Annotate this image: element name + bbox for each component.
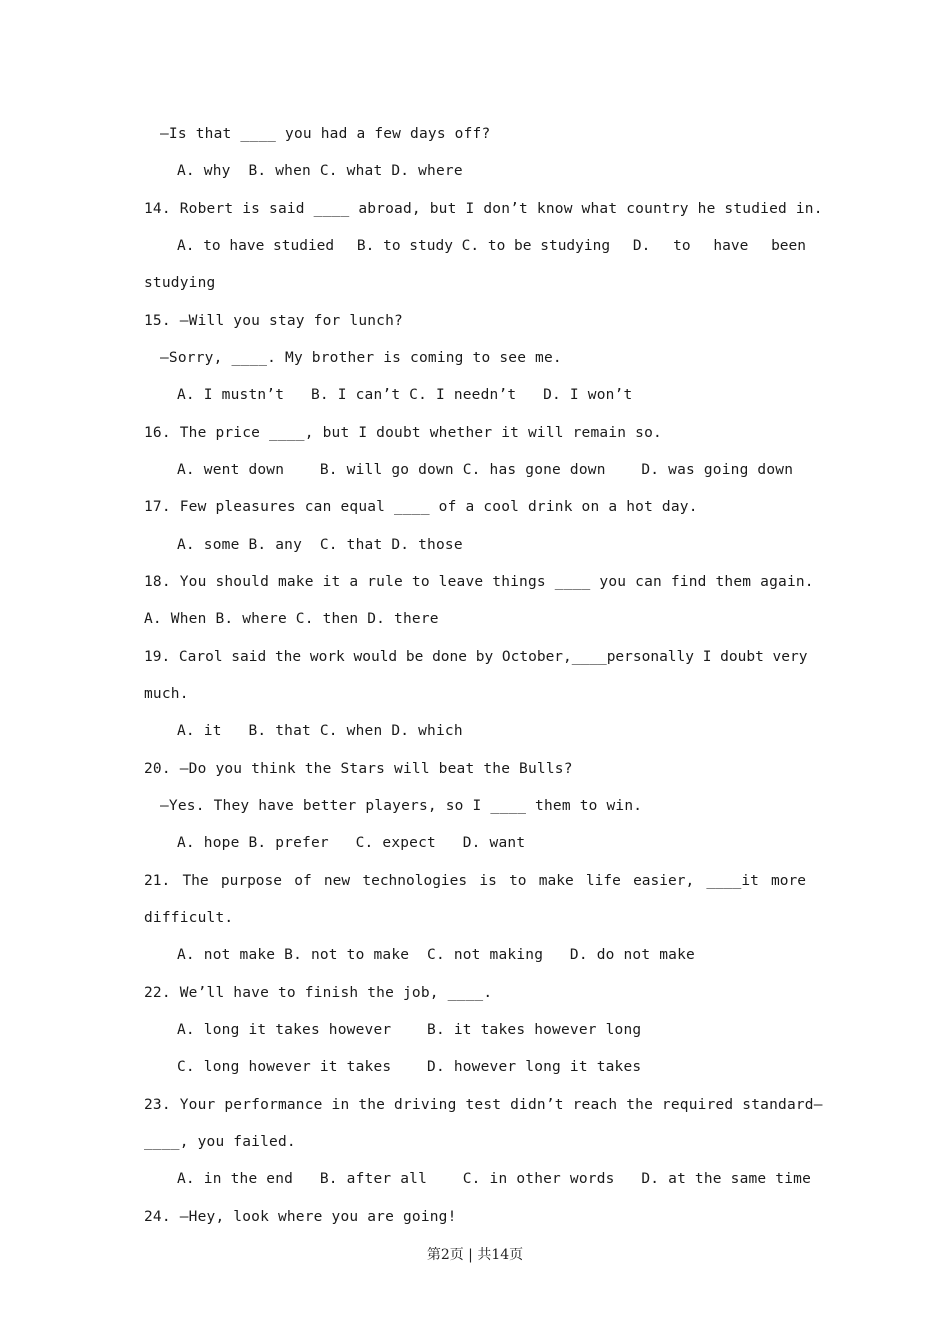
answer-options: A. it B. that C. when D. which <box>177 723 463 739</box>
word: 21. <box>144 873 171 889</box>
question-18: 18. You should make it a rule to leave things ____ you can find them again. <box>144 574 814 590</box>
text-line: —Sorry, ____. My brother is coming to see me. <box>160 350 562 366</box>
question-23: 23. Your performance in the driving test didn’t reach the required standard— <box>144 1097 823 1113</box>
question-14: 14. Robert is said ____ abroad, but I don’t know what country he studied in. <box>144 201 823 217</box>
word: new <box>323 873 351 889</box>
text-segment: ____ <box>571 649 607 665</box>
text-line: ____, you failed. <box>144 1134 296 1150</box>
text-line: much. <box>144 686 189 702</box>
answer-options: A. I mustn’t B. I can’t C. I needn’t D. I won’t <box>177 387 633 403</box>
question-15: 15. —Will you stay for lunch? <box>144 313 403 329</box>
word: easier, <box>633 873 695 889</box>
question-17: 17. Few pleasures can equal ____ of a cool drink on a hot day. <box>144 499 698 515</box>
option-text: A. to have studied <box>177 238 335 254</box>
page-footer: 第2页 | 共14页 <box>426 1247 524 1263</box>
text-line: —Is that ____ you had a few days off? <box>160 126 491 142</box>
word: purpose <box>220 873 282 889</box>
option-text: D. <box>632 238 651 254</box>
answer-options: A. long it takes however B. it takes however long <box>177 1022 642 1038</box>
question-21 <box>144 872 806 890</box>
question-24: 24. —Hey, look where you are going! <box>144 1209 457 1225</box>
answer-options <box>177 237 806 255</box>
question-16: 16. The price ____, but I doubt whether it will remain so. <box>144 425 662 441</box>
question-22: 22. We’ll have to finish the job, ____. <box>144 985 493 1001</box>
text-line: difficult. <box>144 910 234 926</box>
answer-options: A. When B. where C. then D. there <box>144 611 439 627</box>
word: technologies <box>362 873 468 889</box>
answer-options: A. hope B. prefer C. expect D. want <box>177 835 526 851</box>
word: life <box>585 873 621 889</box>
word: make <box>538 873 574 889</box>
word: is <box>479 873 497 889</box>
question-20: 20. —Do you think the Stars will beat the Bulls? <box>144 761 573 777</box>
word: of <box>294 873 312 889</box>
question-19 <box>144 648 806 666</box>
answer-options: A. some B. any C. that D. those <box>177 537 463 553</box>
answer-options: A. why B. when C. what D. where <box>177 163 463 179</box>
option-text: to <box>673 238 691 254</box>
answer-options: A. in the end B. after all C. in other words D. at the same time <box>177 1171 812 1187</box>
option-text: B. to study C. to be studying <box>356 238 611 254</box>
text-segment: 19. Carol said the work would be done by October, <box>144 649 572 665</box>
answer-options: A. not make B. not to make C. not making D. do not make <box>177 947 695 963</box>
word: more <box>771 873 806 889</box>
text-line: studying <box>144 275 216 291</box>
answer-options: A. went down B. will go down C. has gone down D. was going down <box>177 462 794 478</box>
text-segment: personally I doubt very <box>606 649 808 665</box>
answer-options: C. long however it takes D. however long it takes <box>177 1059 642 1075</box>
word: The <box>182 873 209 889</box>
word: to <box>509 873 527 889</box>
word: ____it <box>706 873 759 889</box>
text-line: —Yes. They have better players, so I ____ them to win. <box>160 798 643 814</box>
option-text: have <box>713 238 749 254</box>
option-text: been <box>771 238 806 254</box>
